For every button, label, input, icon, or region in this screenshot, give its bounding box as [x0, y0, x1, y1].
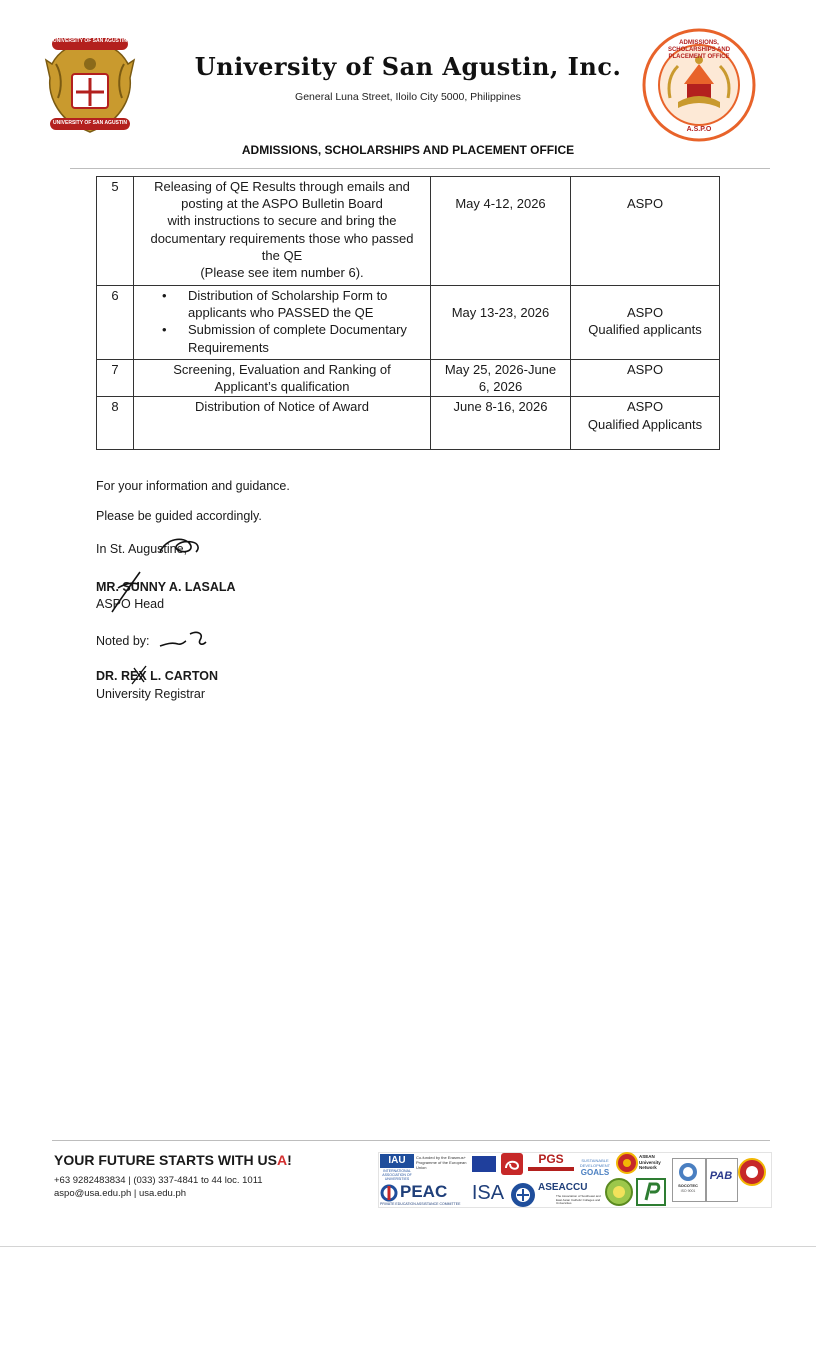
date-cell: [431, 360, 571, 397]
responsible-cell: [571, 177, 720, 286]
row-number: 6: [97, 286, 134, 360]
activity-cell: [134, 397, 431, 450]
signature-icon: [158, 628, 214, 652]
signatory1-name: MR. SUNNY A. LASALA: [96, 580, 236, 594]
responsible-line: ASPO: [626, 399, 664, 415]
signature-icon: [106, 566, 146, 616]
signature-icon: [130, 664, 150, 686]
responsible-cell: [571, 360, 720, 397]
initials-signature-icon: [156, 534, 206, 558]
page-bottom-margin: [0, 1246, 816, 1345]
signatory2-name: DR. REX L. CARTON: [96, 669, 218, 683]
activity-bullet: • Distribution of Scholarship Form to applicants who PASSED the QE: [188, 287, 426, 321]
socotec-certification-icon: [678, 1162, 698, 1182]
tagline-end: !: [287, 1152, 292, 1168]
responsible-line: ASPO: [626, 362, 664, 377]
iau-sub-text: INTERNATIONAL ASSOCIATION OF UNIVERSITIES: [382, 1169, 412, 1181]
guided-line: Please be guided accordingly.: [96, 509, 262, 523]
activity-line: the QE: [261, 247, 303, 263]
signatory1-title: ASPO Head: [96, 597, 165, 611]
footer-phones: +63 9282483834 | (033) 337-4841 to 44 loc. 1011: [54, 1175, 263, 1186]
table-row: [97, 286, 720, 360]
activity-line: with instructions to secure and bring the: [167, 213, 397, 229]
peac-logo-icon: [380, 1184, 398, 1202]
pgs-underline: [528, 1167, 574, 1171]
footer-divider: [52, 1140, 770, 1141]
activity-line: posting at the ASPO Bulletin Board: [181, 196, 383, 212]
responsible-cell: [571, 286, 720, 360]
activity-line: Releasing of QE Results through emails and: [154, 179, 410, 194]
header-divider: [70, 168, 770, 169]
activity-cell: [134, 177, 431, 286]
activity-line: Screening, Evaluation and Ranking of: [173, 362, 391, 377]
university-address: General Luna Street, Iloilo City 5000, Philippines: [295, 91, 521, 103]
activity-cell: [134, 360, 431, 397]
schedule-table: [96, 176, 720, 450]
aseaccu-sub-text: The Association of Southeast and East Asian Catholic Colleges and Universities: [556, 1194, 601, 1205]
aspo-seal-initials: A.S.P.O: [686, 126, 712, 133]
peac-logo: PEAC: [400, 1182, 448, 1201]
socotec-text: SOCOTEC: [678, 1183, 698, 1188]
date-cell: May 4-12, 2026: [431, 177, 571, 286]
knot-logo-icon: [500, 1152, 524, 1176]
responsible-cell: [571, 397, 720, 450]
row-number: 5: [97, 177, 134, 286]
isa-logo: ISA: [471, 1182, 505, 1204]
info-line: For your information and guidance.: [96, 479, 290, 493]
date-line: May 25, 2026-June: [444, 362, 557, 377]
table-row: [97, 397, 720, 450]
seal-top-banner-text: UNIVERSITY OF SAN AGUSTIN: [53, 38, 127, 44]
aseaccu-emblem-icon: [510, 1182, 536, 1208]
asean-network-text: ASEAN University Network: [639, 1154, 661, 1170]
seal-bottom-banner-text: UNIVERSITY OF SAN AGUSTIN: [53, 120, 127, 126]
signatory2-title: University Registrar: [96, 687, 206, 701]
footer-emails: aspo@usa.edu.ph | usa.edu.ph: [54, 1188, 187, 1199]
university-name: University of San Agustin, Inc.: [194, 52, 622, 81]
aspo-seal-ring-text: ADMISSIONS, SCHOLARSHIPS AND PLACEMENT OFFICE: [667, 40, 731, 60]
row-number: 8: [97, 397, 134, 450]
activity-line: documentary requirements those who passed: [150, 230, 414, 246]
office-title: ADMISSIONS, SCHOLARSHIPS AND PLACEMENT OFFICE: [241, 143, 575, 157]
activity-line: Distribution of Notice of Award: [195, 399, 369, 415]
noted-by-label: Noted by:: [96, 634, 150, 648]
tagline-accent: A: [276, 1152, 288, 1168]
row-number: 7: [97, 360, 134, 397]
date-cell: May 13-23, 2026: [431, 286, 571, 360]
accreditation-seal-icon: [604, 1178, 634, 1206]
table-row: [97, 360, 720, 397]
pab-logo: PAB: [709, 1170, 733, 1182]
activity-cell: [134, 286, 431, 360]
pacucoa-logo-icon: [636, 1178, 666, 1206]
date-line: 6, 2026: [478, 379, 523, 395]
responsible-line: Qualified Applicants: [587, 416, 703, 432]
salutation: In St. Augustine,: [96, 542, 188, 556]
erasmus-text: Co-funded by the Erasmus+ Programme of the European Union: [416, 1155, 467, 1170]
peac-sub-text: PRIVATE EDUCATION ASSISTANCE COMMITTEE: [380, 1202, 461, 1206]
socotec-sub-text: ISO 9001: [680, 1189, 696, 1193]
aseaccu-logo: ASEACCU: [538, 1182, 588, 1193]
sdg-top-text: SUSTAINABLE DEVELOPMENT: [579, 1158, 611, 1168]
activity-line: Applicant’s qualification: [214, 379, 350, 395]
asean-logo-icon: [616, 1152, 638, 1174]
sdg-goals-text: GOALS: [580, 1168, 610, 1177]
pgs-logo: PGS: [538, 1152, 564, 1166]
responsible-line: ASPO: [626, 305, 664, 320]
footer-tagline: [54, 1152, 292, 1168]
activity-line: (Please see item number 6).: [200, 265, 364, 281]
eu-flag-icon: [472, 1156, 496, 1172]
activity-bullet: • Submission of complete Documentary Requirements: [188, 321, 426, 355]
table-row: [97, 177, 720, 286]
tagline-main: YOUR FUTURE STARTS WITH US: [54, 1152, 277, 1168]
responsible-line: ASPO: [626, 196, 664, 211]
responsible-line: Qualified applicants: [588, 322, 702, 338]
date-cell: June 8-16, 2026: [431, 397, 571, 450]
iau-logo: IAU: [380, 1154, 414, 1168]
university-crest-icon: [738, 1158, 766, 1186]
